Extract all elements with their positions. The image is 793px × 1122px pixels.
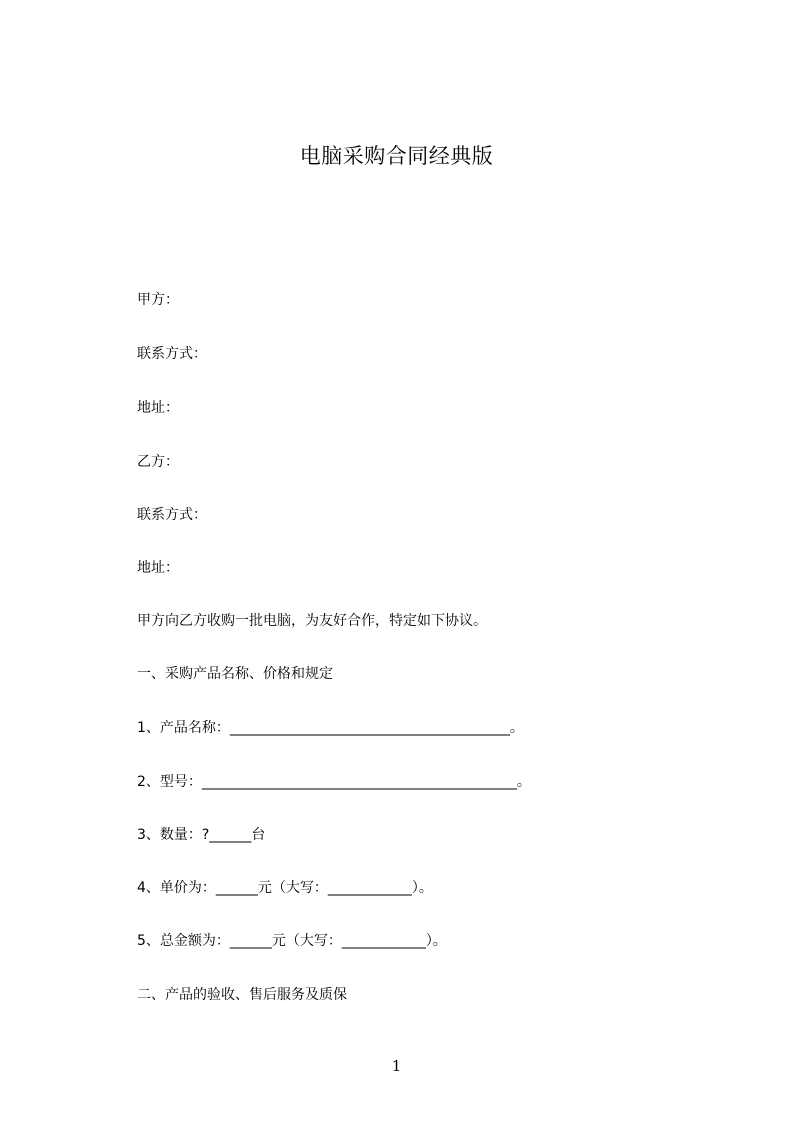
model-line: 2、型号：_____________________________________________。 xyxy=(137,774,531,790)
section-one-heading: 一、采购产品名称、价格和规定 xyxy=(137,666,333,682)
party-b-address-label: 地址： xyxy=(137,560,179,576)
product-name-line: 1、产品名称：________________________________________。 xyxy=(137,720,524,736)
party-a-label: 甲方： xyxy=(137,292,179,308)
party-a-contact-label: 联系方式： xyxy=(137,346,207,362)
section-two-heading: 二、产品的验收、售后服务及质保 xyxy=(137,987,347,1003)
party-b-label: 乙方： xyxy=(137,454,179,470)
party-b-contact-label: 联系方式： xyxy=(137,507,207,523)
agreement-intro: 甲方向乙方收购一批电脑，为友好合作，特定如下协议。 xyxy=(137,613,487,629)
unit-price-line: 4、单价为：______元（大写：____________）。 xyxy=(137,880,433,896)
total-amount-line: 5、总金额为：______元（大写：____________）。 xyxy=(137,933,447,949)
party-a-address-label: 地址： xyxy=(137,400,179,416)
quantity-line: 3、数量：?______台 xyxy=(137,827,266,843)
page-number: 1 xyxy=(391,1057,402,1075)
document-title: 电脑采购合同经典版 xyxy=(299,144,494,168)
